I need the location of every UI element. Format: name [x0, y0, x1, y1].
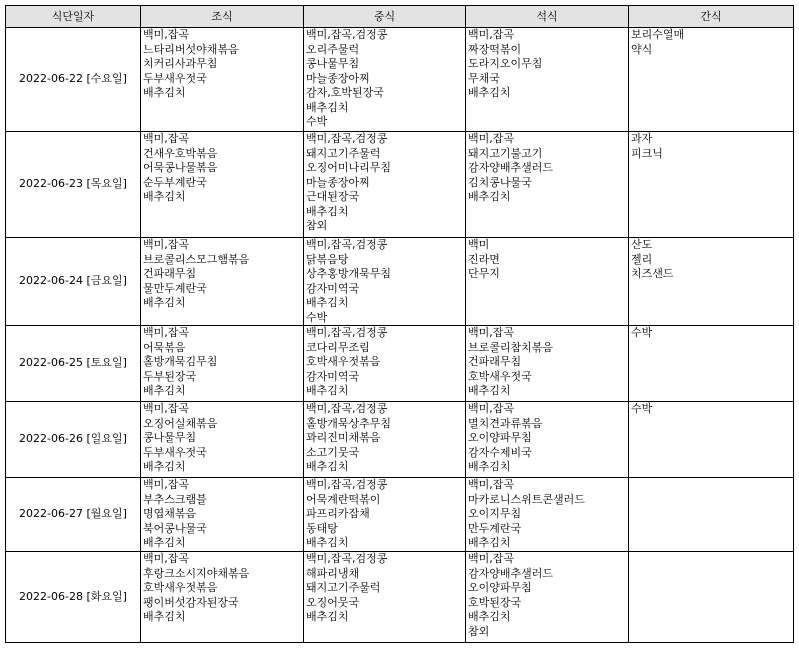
menu-item: 수박 [306, 115, 328, 128]
menu-item: 콩나물무침 [306, 57, 360, 70]
menu-item: 순두부계란국 [143, 175, 207, 189]
menu-item: 만두계란국 [468, 521, 522, 535]
menu-item: 백미,잡곡 [143, 402, 190, 415]
breakfast-cell [141, 402, 304, 478]
lunch-cell [304, 552, 466, 643]
menu-item: 오리주물럭 [306, 42, 360, 56]
menu-item: 팽이버섯감자된장국 [143, 595, 239, 609]
snack-cell [629, 132, 794, 238]
menu-item: 닭볶음탕 [306, 252, 349, 266]
breakfast-cell [141, 326, 304, 402]
menu-item: 건새우호박볶음 [143, 146, 218, 160]
menu-item: 백미,잡곡 [143, 326, 190, 339]
snack-cell [629, 238, 794, 326]
table-row [6, 552, 794, 643]
date-cell: 2022-06-28 [화요일] [6, 552, 141, 643]
header-snack: 간식 [629, 6, 794, 28]
menu-item: 오이양파무침 [468, 431, 532, 444]
menu-item: 백미,잡곡 [468, 552, 515, 565]
table-row [6, 238, 794, 326]
dinner-cell [466, 552, 629, 643]
menu-item: 백미,잡곡,검정콩 [306, 132, 388, 145]
header-lunch: 중식 [304, 6, 466, 28]
menu-item: 멸치견과류볶음 [468, 416, 543, 430]
menu-item: 호박새우젓볶음 [143, 581, 218, 594]
menu-item: 무채국 [468, 71, 500, 85]
menu-item: 돼지고기불고기 [468, 146, 543, 160]
lunch-cell [304, 478, 466, 552]
menu-item: 근대된장국 [306, 190, 360, 203]
dinner-cell [466, 478, 629, 552]
menu-item: 배추김치 [468, 610, 511, 623]
menu-item: 젤리 [631, 252, 653, 266]
menu-item: 배추김치 [468, 86, 511, 99]
menu-item: 홀방개묵김무침 [143, 355, 218, 368]
menu-item: 백미,잡곡,검정콩 [306, 552, 388, 565]
menu-item: 호박된장국 [468, 595, 522, 609]
menu-item: 배추김치 [306, 536, 349, 549]
snack-cell [629, 402, 794, 478]
menu-item: 홀방개묵상추무침 [306, 416, 392, 430]
menu-item: 배추김치 [143, 384, 186, 397]
menu-item: 어묵계란떡볶이 [306, 492, 381, 506]
menu-item: 파프리카잡채 [306, 507, 370, 520]
header-breakfast: 조식 [141, 6, 304, 28]
menu-item: 감자미역국 [306, 369, 360, 383]
menu-item: 감자수제비국 [468, 445, 532, 459]
menu-item: 오이지무침 [468, 507, 522, 520]
menu-item: 배추김치 [143, 296, 186, 309]
dinner-cell [466, 28, 629, 132]
table-row [6, 28, 794, 132]
menu-item: 돼지고기주물럭 [306, 146, 381, 160]
lunch-cell [304, 402, 466, 478]
menu-item: 백미,잡곡,검정콩 [306, 28, 388, 41]
menu-item: 부추스크램블 [143, 492, 207, 506]
menu-item: 북어콩나물국 [143, 521, 207, 535]
menu-item: 수박 [306, 310, 328, 324]
menu-item: 백미,잡곡 [143, 238, 190, 251]
menu-item: 명엽채볶음 [143, 507, 197, 520]
menu-item: 배추김치 [468, 384, 511, 397]
menu-item: 백미,잡곡 [143, 28, 190, 41]
breakfast-cell [141, 478, 304, 552]
dinner-cell [466, 132, 629, 238]
menu-item: 꽈리진미채볶음 [306, 431, 381, 444]
table-row [6, 132, 794, 238]
menu-item: 백미,잡곡,검정콩 [306, 326, 388, 339]
menu-item: 배추김치 [143, 460, 186, 473]
menu-item: 소고기뭇국 [306, 445, 360, 459]
menu-item: 오징어뭇국 [306, 595, 360, 609]
menu-item: 호박새우젓볶음 [306, 355, 381, 368]
menu-item: 어묵볶음 [143, 340, 186, 354]
menu-item: 두부새우젓국 [143, 445, 207, 459]
table-row [6, 326, 794, 402]
menu-item: 백미,잡곡 [143, 478, 190, 491]
snack-cell [629, 478, 794, 552]
dinner-cell [466, 238, 629, 326]
menu-item: 수박 [631, 326, 653, 339]
header-dinner: 석식 [466, 6, 629, 28]
menu-item: 배추김치 [143, 610, 186, 623]
menu-item: 브로콜리스모그햄볶음 [143, 252, 250, 266]
menu-item: 마늘종장아찌 [306, 71, 370, 85]
menu-item: 배추김치 [306, 296, 349, 309]
dinner-cell [466, 326, 629, 402]
menu-item: 감자양배추샐러드 [468, 566, 554, 580]
snack-cell [629, 28, 794, 132]
menu-item: 배추김치 [306, 384, 349, 397]
menu-item: 배추김치 [143, 536, 186, 549]
menu-item: 어묵콩나물볶음 [143, 161, 218, 174]
breakfast-cell [141, 552, 304, 643]
menu-item: 오이양파무침 [468, 581, 532, 594]
breakfast-cell [141, 28, 304, 132]
menu-item: 돼지고기주물럭 [306, 581, 381, 594]
menu-item: 두부된장국 [143, 369, 197, 383]
menu-item: 산도 [631, 238, 653, 251]
lunch-cell [304, 238, 466, 326]
menu-item: 피크닉 [631, 146, 663, 160]
menu-item: 배추김치 [306, 610, 349, 623]
menu-item: 느타리버섯야채볶음 [143, 42, 239, 56]
menu-item: 브로콜리참치볶음 [468, 340, 554, 354]
date-cell: 2022-06-25 [토요일] [6, 326, 141, 402]
menu-item: 배추김치 [143, 190, 186, 203]
meal-table [5, 5, 794, 643]
table-row [6, 402, 794, 478]
snack-cell [629, 326, 794, 402]
menu-item: 단무지 [468, 267, 500, 280]
dinner-cell [466, 402, 629, 478]
table-row [6, 478, 794, 552]
menu-item: 배추김치 [306, 204, 349, 218]
menu-item: 배추김치 [143, 86, 186, 99]
menu-item: 참외 [468, 624, 490, 638]
menu-item: 건파래무침 [468, 355, 522, 368]
menu-item: 백미,잡곡 [468, 132, 515, 145]
table-body [6, 28, 794, 643]
menu-item: 백미,잡곡 [468, 402, 515, 415]
menu-item: 마카로니스위트콘샐러드 [468, 492, 585, 506]
menu-item: 배추김치 [468, 460, 511, 473]
menu-item: 마늘종장아찌 [306, 175, 370, 189]
menu-item: 건파래무침 [143, 267, 197, 280]
menu-item: 백미,잡곡 [468, 28, 515, 41]
menu-item: 참외 [306, 219, 328, 232]
menu-item: 짜장떡볶이 [468, 42, 522, 56]
date-cell: 2022-06-27 [월요일] [6, 478, 141, 552]
menu-item: 진라면 [468, 252, 500, 266]
menu-item: 백미,잡곡 [468, 326, 515, 339]
menu-item: 해파리냉채 [306, 566, 360, 580]
header-row [6, 6, 794, 28]
menu-item: 백미,잡곡 [468, 478, 515, 491]
snack-cell [629, 552, 794, 643]
menu-item: 감자양배추샐러드 [468, 161, 554, 174]
menu-item: 물만두계란국 [143, 281, 207, 295]
menu-item: 백미,잡곡 [143, 552, 190, 565]
menu-item: 상추홍방개묵무침 [306, 267, 392, 280]
menu-item: 코다리무조림 [306, 340, 370, 354]
date-cell: 2022-06-26 [일요일] [6, 402, 141, 478]
menu-item: 백미,잡곡,검정콩 [306, 402, 388, 415]
date-cell: 2022-06-23 [목요일] [6, 132, 141, 238]
menu-item: 배추김치 [468, 536, 511, 549]
lunch-cell [304, 132, 466, 238]
date-cell: 2022-06-22 [수요일] [6, 28, 141, 132]
menu-item: 약식 [631, 42, 653, 56]
date-cell: 2022-06-24 [금요일] [6, 238, 141, 326]
menu-item: 동태탕 [306, 521, 338, 535]
menu-item: 백미,잡곡 [143, 132, 190, 145]
menu-item: 백미,잡곡,검정콩 [306, 238, 388, 251]
lunch-cell [304, 28, 466, 132]
menu-item: 호박새우젓국 [468, 369, 532, 383]
menu-item: 백미 [468, 238, 490, 251]
menu-item: 배추김치 [306, 100, 349, 114]
breakfast-cell [141, 238, 304, 326]
menu-item: 감자,호박된장국 [306, 86, 384, 99]
menu-item: 두부새우젓국 [143, 71, 207, 85]
lunch-cell [304, 326, 466, 402]
menu-item: 치커리사과무침 [143, 57, 218, 70]
menu-item: 후랑크소시지야채볶음 [143, 566, 250, 580]
table-header [6, 6, 794, 28]
menu-item: 수박 [631, 402, 653, 415]
header-date: 식단일자 [6, 6, 141, 28]
breakfast-cell [141, 132, 304, 238]
menu-item: 콩나물무침 [143, 431, 197, 444]
menu-item: 오징어실채볶음 [143, 416, 218, 430]
menu-item: 백미,잡곡,검정콩 [306, 478, 388, 491]
menu-item: 김치콩나물국 [468, 175, 532, 189]
menu-item: 과자 [631, 132, 653, 145]
menu-item: 오징어미나리무침 [306, 161, 392, 174]
menu-item: 도라지오이무침 [468, 57, 543, 70]
menu-item: 치즈샌드 [631, 267, 674, 280]
menu-item: 배추김치 [468, 190, 511, 203]
menu-item: 배추김치 [306, 460, 349, 473]
menu-item: 보리수열매 [631, 28, 685, 41]
menu-item: 감자미역국 [306, 281, 360, 295]
